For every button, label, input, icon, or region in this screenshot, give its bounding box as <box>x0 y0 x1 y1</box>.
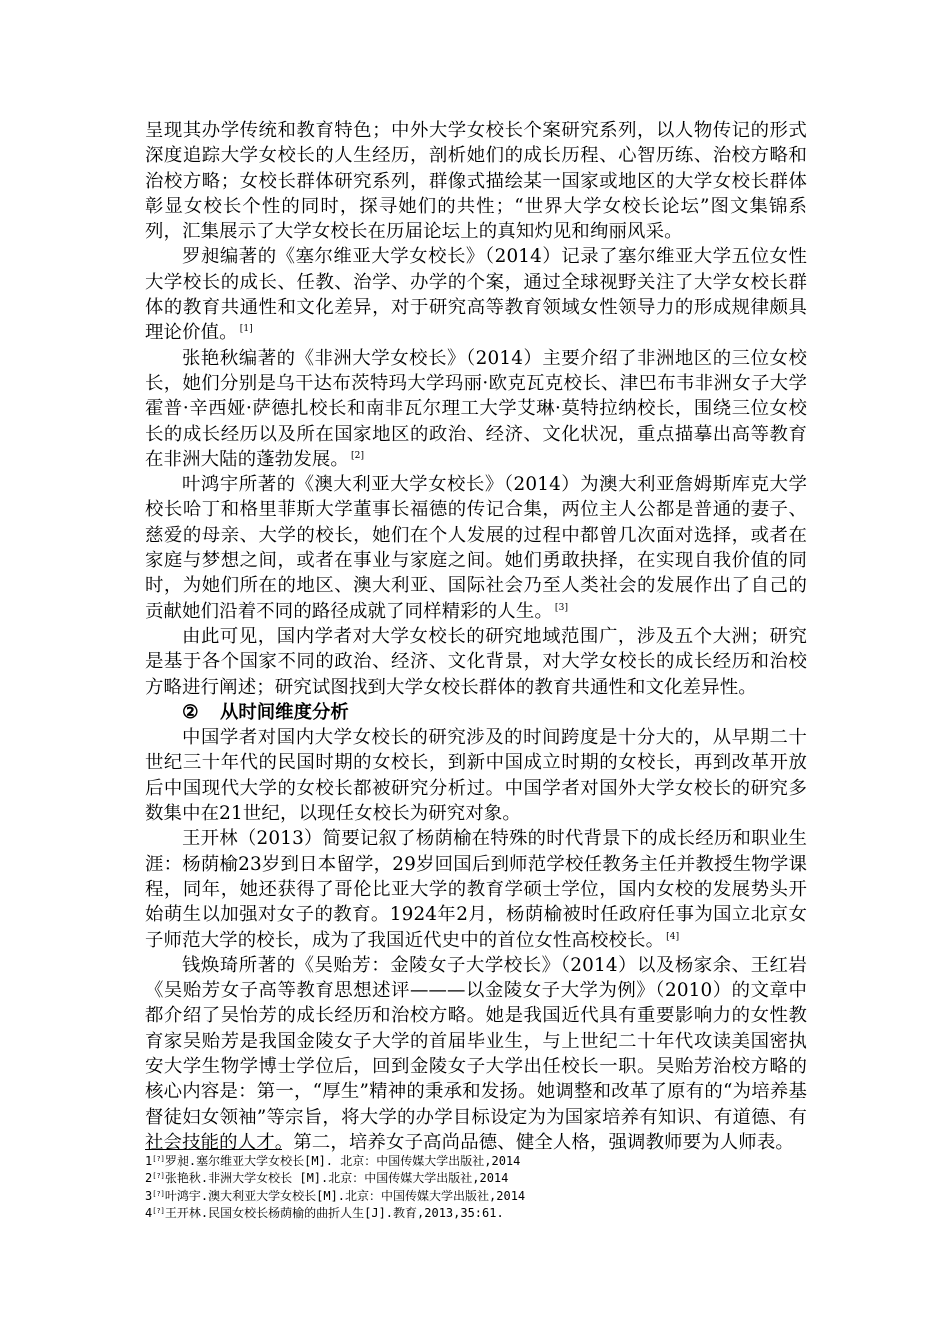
footnote-separator <box>145 1149 282 1150</box>
footnote: 1[?]罗昶.塞尔维亚大学女校长[M]. 北京：中国传媒大学出版社,2014 <box>145 1154 521 1168</box>
section-heading <box>145 700 807 725</box>
footnote: 4[?]王开林.民国女校长杨荫榆的曲折人生[J].教育,2013,35:61. <box>145 1205 504 1220</box>
paragraph: 钱焕琦所著的《吴贻芳：金陵女子大学校长》（2014）以及杨家余、王红岩《吴贻芳女子高等教育思想述评———以金陵女子大学为例》（2010）的文章中都介绍了吴怡芳的成长经历和治校方略。她是我国近代具有重要影响力的女性教育家吴贻芳是我国金陵女子大学的首届毕业生，与上世纪二十年代攻读美国密执安大学生物学博士学位后，回到金陵女子大学出任校长一职。吴贻芳治校方略的核心内容是：第一，“厚生”精神的秉承和发扬。她调整和改革了原有的“为培养基督徒妇女领袖”等宗旨，将大学的办学目标设定为为国家培养有知识、有道德、有社会技能的人才。第二，培养女子高尚品德、健全人格，强调教师要为人师表。 <box>145 954 807 1153</box>
footnote: 3[?]叶鸿宇.澳大利亚大学女校长[M].北京：中国传媒大学出版社,2014 <box>145 1188 526 1203</box>
citation-mark[interactable]: [3] <box>554 602 569 613</box>
paragraph: 王开林（2013）简要记叙了杨荫榆在特殊的时代背景下的成长经历和职业生涯：杨荫榆23岁到日本留学，29岁回国后到师范学校任教务主任并教授生物学课程，同年，她还获得了哥伦比亚大学的教育学硕士学位，国内女校的发展势头开始萌生以加强对女子的教育。1924年2月，杨荫榆被时任政府任事为国立北京女子师范大学的校长，成为了我国近代史中的首位女性高校校长。 [4] <box>145 828 807 951</box>
heading-number: ② <box>182 701 199 723</box>
footnotes <box>145 1153 807 1222</box>
document-body <box>145 118 807 1155</box>
citation-mark[interactable]: [2] <box>350 450 365 461</box>
heading-text: 从时间维度分析 <box>220 701 349 723</box>
citation-mark[interactable]: [4] <box>666 931 680 942</box>
paragraph: 张艳秋编著的《非洲大学女校长》（2014）主要介绍了非洲地区的三位女校长，她们分别是乌干达布茨特玛大学玛丽·欧克瓦克校长、津巴布韦非洲女子大学霍普·辛西娅·萨德扎校长和南非瓦尔理工大学艾琳·莫特拉纳校长，围绕三位女校长的成长经历以及所在国家地区的政治、经济、文化状况，重点描摹出高等教育在非洲大陆的蓬勃发展。 [2] <box>145 347 807 470</box>
footnote: 2[?]张艳秋.非洲大学女校长 [M].北京：中国传媒大学出版社,2014 <box>145 1171 509 1186</box>
paragraph: 叶鸿宇所著的《澳大利亚大学女校长》（2014）为澳大利亚詹姆斯库克大学校长哈丁和格里菲斯大学董事长福德的传记合集，两位主人公都是普通的妻子、慈爱的母亲、大学的校长，她们在个人发展的过程中都曾几次面对选择，或者在家庭与梦想之间，或者在事业与家庭之间。她们勇敢抉择，在实现自我价值的同时，为她们所在的地区、澳大利亚、国际社会乃至人类社会的发展作出了自己的贡献她们沿着不同的路径成就了同样精彩的人生。 [3] <box>145 474 807 622</box>
paragraph: 由此可见，国内学者对大学女校长的研究地域范围广，涉及五个大洲；研究是基于各个国家不同的政治、经济、文化背景，对大学女校长的成长经历和治校方略进行阐述；研究试图找到大学女校长群体的教育共通性和文化差异性。 <box>145 625 807 698</box>
paragraph: 中国学者对国内大学女校长的研究涉及的时间跨度是十分大的，从早期二十世纪三十年代的民国时期的女校长，到新中国成立时期的女校长，再到改革开放后中国现代大学的女校长都被研究分析过。中国学者对国外大学女校长的研究多数集中在21世纪，以现任女校长为研究对象。 <box>145 727 807 825</box>
citation-mark[interactable]: [1] <box>239 324 253 335</box>
paragraph: 罗昶编著的《塞尔维亚大学女校长》（2014）记录了塞尔维亚大学五位女性大学校长的成长、任教、治学、办学的个案，通过全球视野关注了大学女校长群体的教育共通性和文化差异，对于研究高等教育领域女性领导力的形成规律颇具理论价值。 [1] <box>145 246 807 344</box>
paragraph: 呈现其办学传统和教育特色；中外大学女校长个案研究系列，以人物传记的形式深度追踪大学女校长的人生经历，剖析她们的成长历程、心智历练、治校方略和治校方略；女校长群体研究系列，群像式描绘某一国家或地区的大学女校长群体彰显女校长个性的同时，探寻她们的共性；“世界大学女校长论坛”图文集锦系列，汇集展示了大学女校长在历届论坛上的真知灼见和绚丽风采。 <box>145 120 807 243</box>
